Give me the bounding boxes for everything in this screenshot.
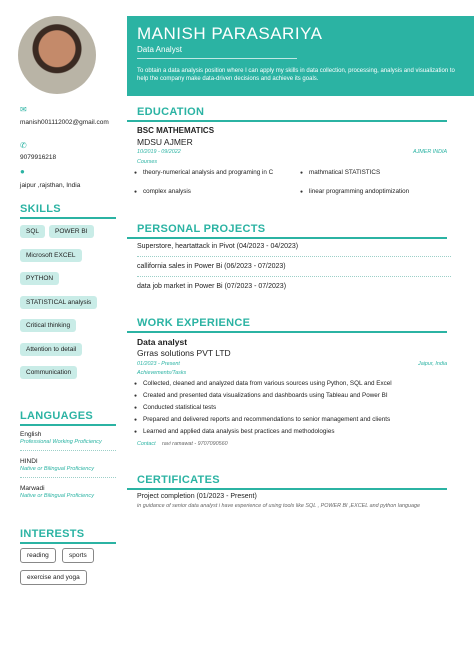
- project-item: data job market in Power Bi (07/2023 - 07/2023): [137, 283, 287, 290]
- education-degree: BSC MATHEMATICS: [137, 126, 215, 135]
- skills-title: SKILLS: [20, 203, 61, 215]
- experience-rule: [127, 331, 447, 333]
- skill-chip: POWER BI: [49, 225, 94, 238]
- projects-title: PERSONAL PROJECTS: [137, 223, 266, 235]
- contact-label: Contact: [137, 441, 156, 447]
- header-banner: [127, 16, 474, 96]
- certificate-description: in guidance of senior data analyst i have experience of using tools like SQL , POWER BI ,EXCEL and python language: [137, 503, 420, 509]
- courses-label: Courses: [137, 159, 158, 165]
- language-level: Professional Working Proficiency: [20, 439, 102, 445]
- skill-chip: Critical thinking: [20, 319, 76, 332]
- sidebar: [0, 0, 118, 671]
- candidate-role: Data Analyst: [137, 45, 182, 54]
- experience-title: WORK EXPERIENCE: [137, 317, 251, 329]
- project-item: Superstore, heartattack in Pivot (04/2023 - 04/2023): [137, 243, 299, 250]
- contact-phone[interactable]: 9079916218: [20, 154, 57, 161]
- skills-rule: [20, 217, 116, 219]
- objective-text: To obtain a data analysis position where I can apply my skills in data collection, processing, analysis and visualization to help the company make data-driven decisions and achieve its goals.: [137, 68, 455, 82]
- skill-chip: SQL: [20, 225, 45, 238]
- course-item: ● mathmatical STATISTICS: [300, 169, 450, 177]
- language-divider: [20, 450, 116, 451]
- project-divider: [137, 276, 451, 277]
- location-icon: ●: [20, 167, 25, 176]
- course-item: ● linear programming andoptimization: [300, 188, 450, 196]
- skill-chip: Attention to detail: [20, 343, 82, 356]
- skill-chip: PYTHON: [20, 272, 59, 285]
- skill-chip: STATISTICAL analysis: [20, 296, 97, 309]
- language-level: Native or Bilingual Proficiency: [20, 466, 94, 472]
- language-name: Marwadi: [20, 485, 45, 492]
- interests-title: INTERESTS: [20, 528, 85, 540]
- certificate-name: Project completion (01/2023 - Present): [137, 493, 257, 500]
- education-school: MDSU AJMER: [137, 137, 193, 147]
- task-item: ● Learned and applied data analysis best practices and methodologies: [134, 428, 454, 436]
- task-item: ● Prepared and delivered reports and recommendations to senior management and clients: [134, 416, 454, 424]
- tasks-label: Achievements/Tasks: [137, 370, 187, 376]
- skill-chip: Microsoft EXCEL: [20, 249, 82, 262]
- project-item: callifornia sales in Power Bi (06/2023 - 07/2023): [137, 263, 286, 270]
- experience-company: Grras solutions PVT LTD: [137, 348, 231, 358]
- task-item: ● Conducted statistical tests: [134, 404, 454, 412]
- language-level: Native or Bilingual Proficiency: [20, 493, 94, 499]
- interest-chip: exercise and yoga: [20, 570, 87, 585]
- candidate-name: MANISH PARASARIYA: [137, 24, 323, 43]
- email-icon: ✉: [20, 105, 27, 114]
- education-dates: 10/2019 - 09/2022: [137, 149, 181, 155]
- task-item: ● Created and presented data visualizations and dashboards using Tableau and Power BI: [134, 392, 454, 400]
- languages-rule: [20, 424, 116, 426]
- project-divider: [137, 256, 451, 257]
- interest-chip: reading: [20, 548, 56, 563]
- language-name: English: [20, 431, 42, 438]
- language-divider: [20, 477, 116, 478]
- header-divider: [137, 58, 297, 59]
- contact-email[interactable]: manish001112002@gmail.com: [20, 119, 109, 126]
- avatar: [18, 16, 96, 94]
- contact-location: jaipur ,rajsthan, India: [20, 182, 81, 189]
- experience-location: Jaipur, India: [418, 361, 448, 367]
- certificates-rule: [127, 488, 447, 490]
- projects-rule: [127, 237, 447, 239]
- interests-rule: [20, 542, 116, 544]
- course-item: ● theory-numerical analysis and programing in C: [134, 169, 294, 177]
- certificates-title: CERTIFICATES: [137, 474, 220, 486]
- skill-chip: Communication: [20, 366, 77, 379]
- education-location: AJMER INDIA: [413, 149, 448, 155]
- education-title: EDUCATION: [137, 106, 205, 118]
- education-rule: [127, 120, 447, 122]
- experience-role: Data analyst: [137, 337, 188, 347]
- interest-chip: sports: [62, 548, 94, 563]
- task-item: ● Collected, cleaned and analyzed data from various sources using Python, SQL and Excel: [134, 380, 454, 388]
- experience-dates: 01/2023 - Present: [137, 361, 180, 367]
- languages-title: LANGUAGES: [20, 410, 93, 422]
- language-name: HINDI: [20, 458, 38, 465]
- contact-value: ravi ramawat - 9707090560: [162, 441, 228, 447]
- course-item: ● complex analysis: [134, 188, 294, 196]
- phone-icon: ✆: [20, 141, 27, 150]
